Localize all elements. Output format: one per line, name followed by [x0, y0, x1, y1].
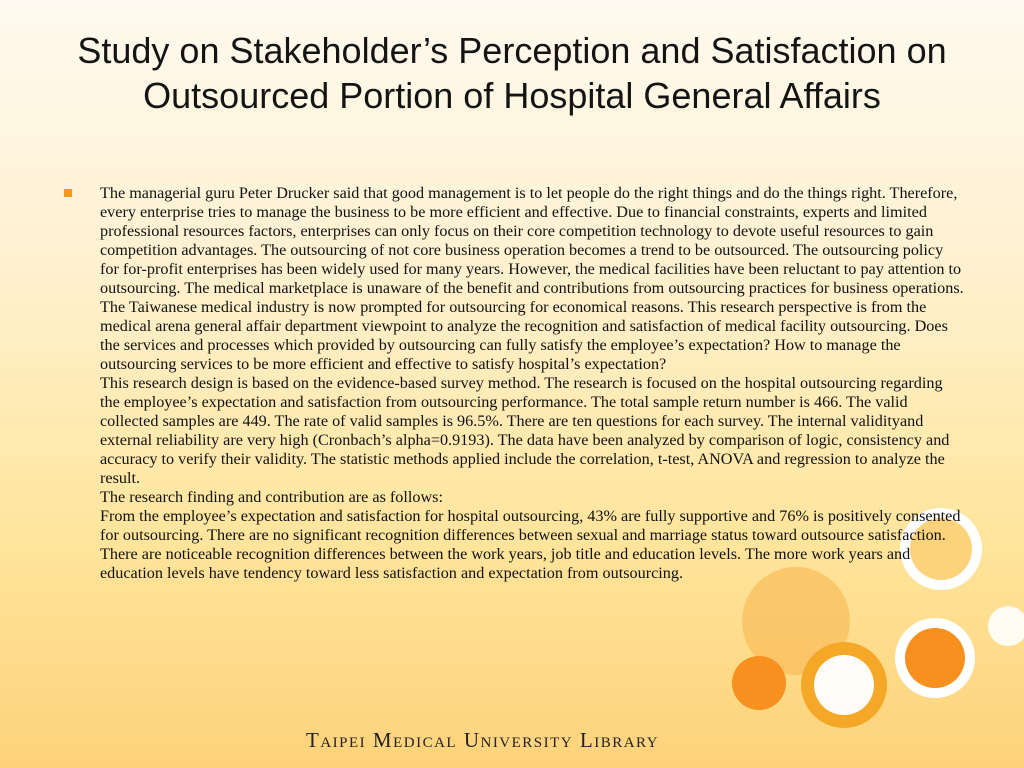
paragraph-method: This research design is based on the evidence-based survey method. The research is focused on the hospital outsourcing regarding the employee’s expectation and satisfaction from outsourcing performance. The total sample return number is 466. The valid collected samples are 449. The rate of valid samples is 96.5%. There are ten questions for each survey. The internal validityand external reliability are very high (Cronbach’s alpha=0.9193). The data have been analyzed by comparison of logic, consistency and accuracy to verify their validity. The statistic methods applied include the correlation, t-test, ANOVA and regression to analyze the result.	[100, 374, 950, 487]
decorative-circle-left-orange	[732, 656, 786, 710]
slide-title: Study on Stakeholder’s Perception and Satisfaction on Outsourced Portion of Hospital General Affairs	[77, 30, 947, 116]
decorative-circle-bottom-ring	[814, 655, 874, 715]
square-bullet-icon	[64, 189, 72, 197]
bullet-text	[100, 184, 964, 583]
paragraph-findings: From the employee’s expectation and satisfaction for hospital outsourcing, 43% are fully supportive and 76% is positively consented for outsourcing. There are no significant recognition differences between sexual and marriage status toward outsource satisfaction. There are noticeable recognition differences between the work years, job title and education levels. The more work years and education levels have tendency toward less satisfaction and expectation from outsourcing.	[100, 507, 961, 582]
paragraph-findings-intro: The research finding and contribution are as follows:	[100, 488, 443, 506]
paragraph-background: The managerial guru Peter Drucker said that good management is to let people do the right things and do the things right. Therefore, every enterprise tries to manage the business to be more efficient and effective. Due to financial constraints, experts and limited professional resources factors, enterprises can only focus on their core competition technology to devote useful resources to gain competition advantages. The outsourcing of not core business operation becomes a trend to be outsourced. The outsourcing policy for for-profit enterprises has been widely used for many years. However, the medical facilities have been reluctant to pay attention to outsourcing. The medical marketplace is unaware of the benefit and contributions from outsourcing practices for business operations. The Taiwanese medical industry is now prompted for outsourcing for economical reasons. This research perspective is from the medical arena general affair department viewpoint to analyze the recognition and satisfaction of medical facility outsourcing. Does the services and processes which provided by outsourcing can fully satisfy the employee’s expectation? How to manage the outsourcing services to be more efficient and effective to satisfy hospital’s expectation?	[100, 184, 964, 373]
decorative-circle-edge	[988, 606, 1024, 646]
footer-library-name: Taipei Medical University Library	[306, 728, 660, 752]
bullet-block	[64, 184, 964, 583]
decorative-circle-right-orange	[905, 628, 965, 688]
